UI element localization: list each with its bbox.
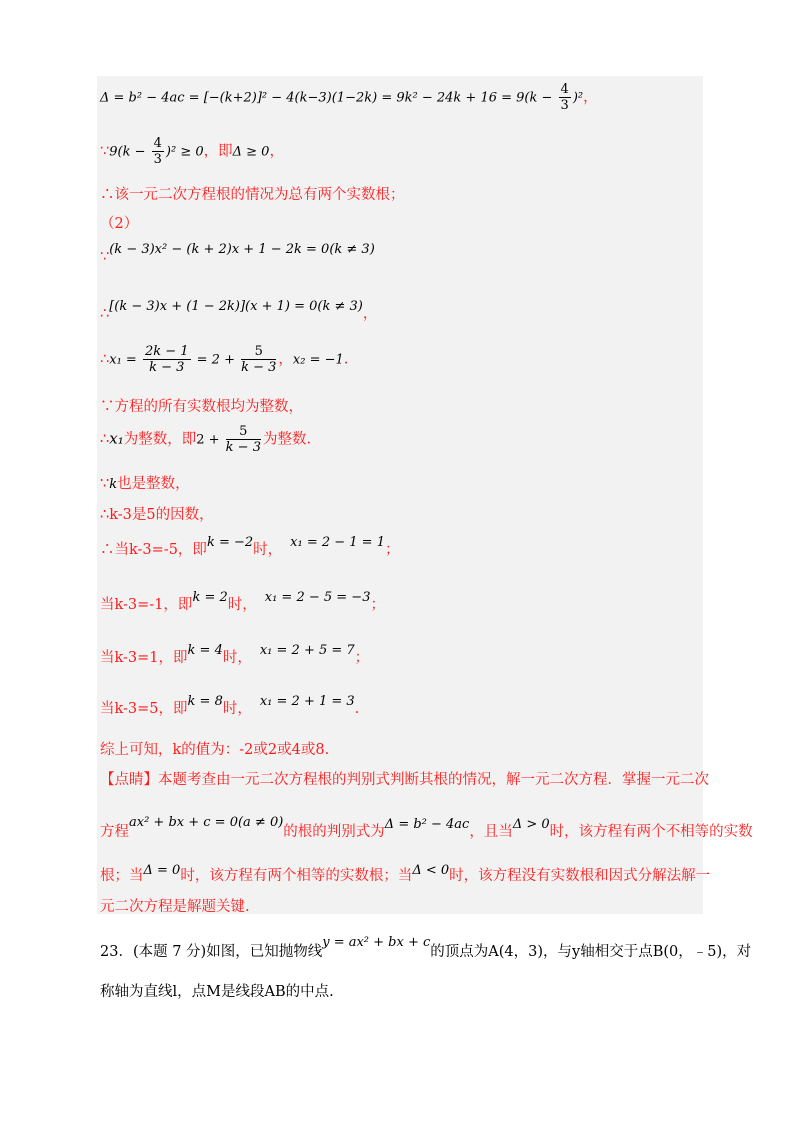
delta-equation: Δ = b² − 4ac = [−(k+2)]² − 4(k−3)(1−2k) = 9k² − 24k + 16 = 9(k − $\frac{4}{3}$ )²， [100,82,598,113]
since-nonnegative: ∵9(k − $\frac{4}{3}$ )² ≥ 0，即Δ ≥ 0， [100,136,284,167]
fraction: $\frac{5}{k - 3}$ [241,344,277,375]
fraction: $\frac{2k - 1}{k - 3}$ [144,344,189,375]
comment-line-2: 方程ax² + bx + c = 0(a ≠ 0)的根的判别式为Δ = b² − 4ac，且当Δ > 0时，该方程有两个不相等的实数 [100,815,753,840]
case-k-2: 当k-3=-1，即k = 2时， x₁ = 2 − 5 = −3； [100,590,385,613]
comment-line-3: 根；当Δ = 0时，该方程有两个相等的实数根；当Δ < 0时，该方程没有实数根和因式分解法解一 [100,863,711,884]
part-2-label: （2） [100,216,139,232]
comment-line-4: 元二次方程是解题关键. [100,899,250,915]
case-k-8: 当k-3=5，即k = 8时， x₁ = 2 + 1 = 3. [100,694,360,717]
conclusion-two-roots: ∴该一元二次方程根的情况为总有两个实数根； [100,187,405,203]
delta-expression: Δ = b² − 4ac = [−(k+2)]² − 4(k−3)(1−2k) = 9k² − 24k + 16 = 9(k − [100,90,557,106]
x1-integer-line: ∴x₁为整数，即2 + $\frac{5}{k - 3}$ 为整数. [100,424,312,455]
fraction: $\frac{5}{k - 3}$ [225,424,261,455]
case-k-minus-2: ∴当k-3=-5，即k = −2时， x₁ = 2 − 1 = 1； [100,535,400,558]
k-integer-line: ∵k也是整数， [100,476,190,492]
given-equation: ∵(k − 3)x² − (k + 2)x + 1 − 2k = 0(k ≠ 3) [100,242,375,265]
comment-line-1: 【点睛】本题考查由一元二次方程根的判别式判断其根的情况，解一元二次方程．掌握一元二次 [100,772,709,788]
factored-equation: ∴[(k − 3)x + (1 − 2k)](x + 1) = 0(k ≠ 3)， [100,299,378,322]
factor-of-5: ∴k-3是5的因数， [100,507,214,523]
roots-line: ∴x₁ = $\frac{2k - 1}{k - 3}$ = 2 + $\frac{5}{k - 3}$ ，x₂ = −1. [100,344,349,375]
all-roots-integer: ∵方程的所有实数根均为整数， [100,399,303,415]
question-23-line-2: 称轴为直线l，点M是线段AB的中点. [100,984,334,1000]
fraction: $\frac{4}{3}$ [153,136,162,167]
fraction: $\frac{4}{3}$ [560,82,569,113]
case-k-4: 当k-3=1，即k = 4时， x₁ = 2 + 5 = 7； [100,643,370,666]
summary-k-values: 综上可知，k的值为：-2或2或4或8. [100,742,330,758]
question-23-line-1: 23．(本题 7 分)如图，已知抛物线y = ax² + bx + c的顶点为A(4，3)，与y轴相交于点B(0，﹣5)，对 [100,935,752,960]
